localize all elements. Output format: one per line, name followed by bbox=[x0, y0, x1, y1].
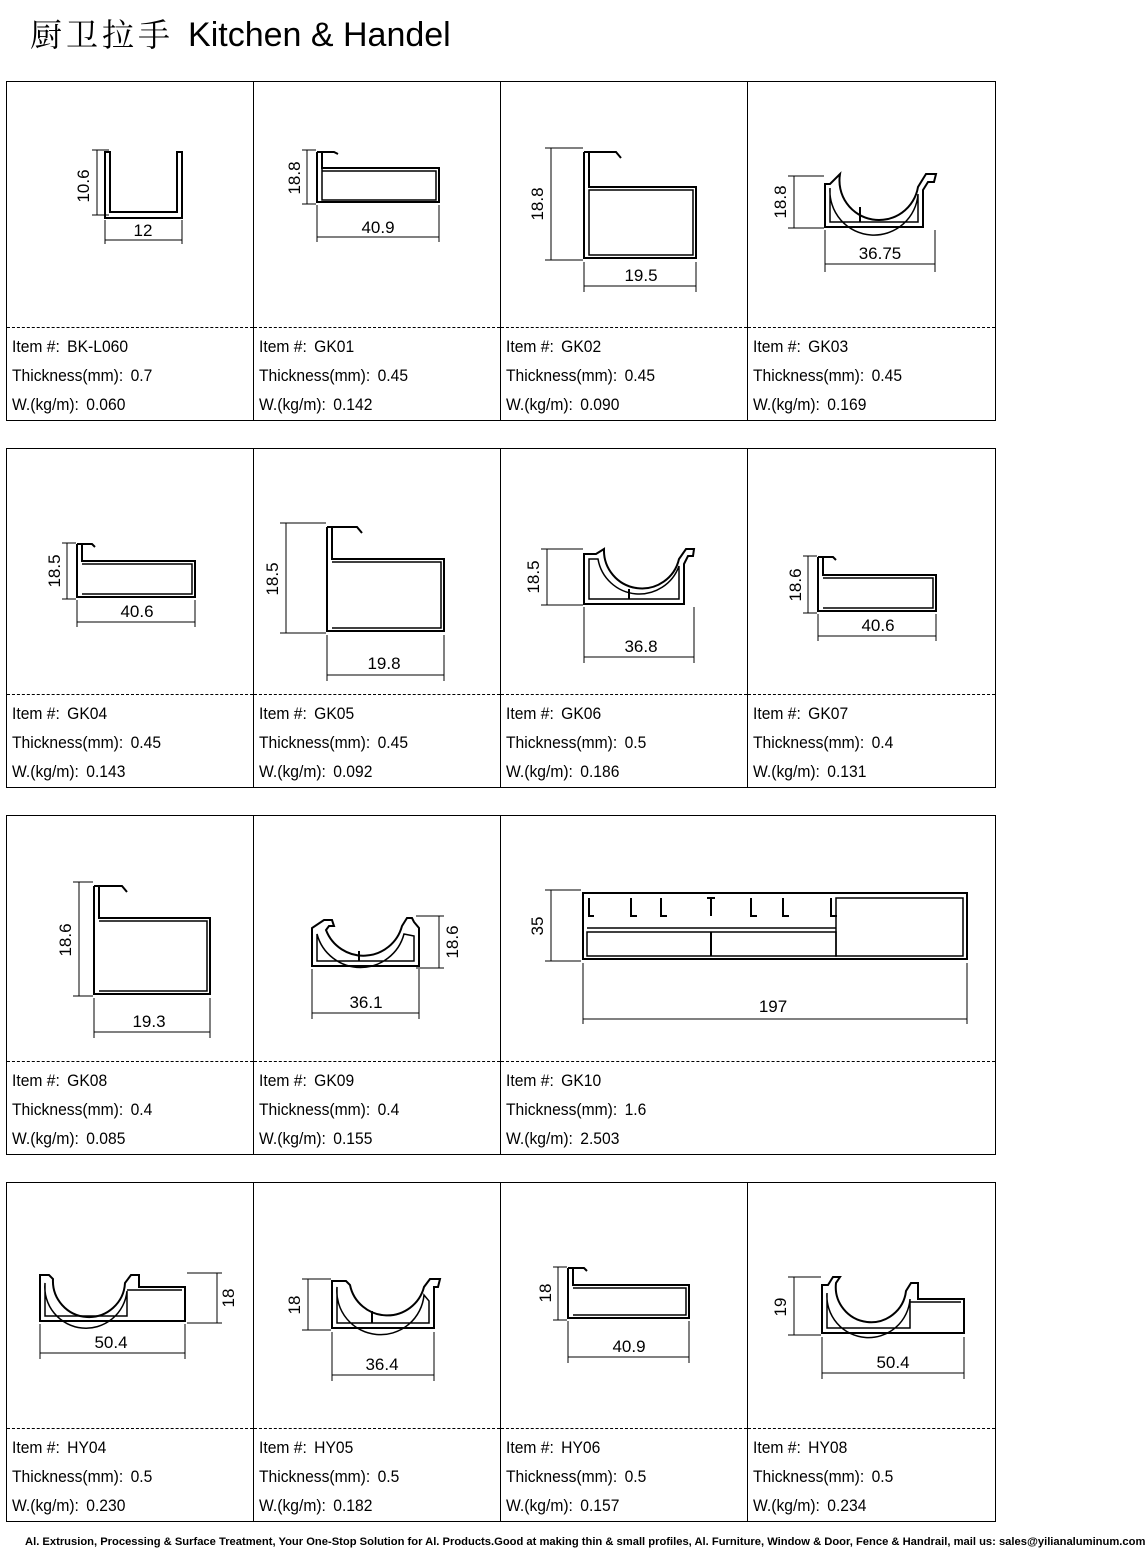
dim-width: 40.6 bbox=[861, 616, 895, 635]
item-info: Item #: GK02 Thickness(mm): 0.45 W.(kg/m): 0.090 bbox=[506, 337, 656, 414]
dim-height: 19 bbox=[771, 1297, 790, 1317]
page-title bbox=[30, 10, 451, 56]
item-thickness: 0.7 bbox=[130, 366, 153, 385]
profile-drawing bbox=[254, 82, 501, 327]
item-info: Item #: HY05 Thickness(mm): 0.5 W.(kg/m): 0.182 bbox=[259, 1438, 400, 1515]
item-thickness: 0.5 bbox=[871, 1467, 894, 1486]
dim-width: 40.9 bbox=[612, 1337, 646, 1356]
item-info: Item #: GK04 Thickness(mm): 0.45 W.(kg/m): 0.143 bbox=[12, 704, 162, 781]
profile-drawing bbox=[254, 1183, 501, 1428]
item-id: GK05 bbox=[314, 704, 355, 723]
dim-height: 18.5 bbox=[524, 560, 543, 594]
item-thickness: 0.4 bbox=[377, 1100, 400, 1119]
dim-width: 19.3 bbox=[132, 1012, 166, 1031]
profile-cell-hy06 bbox=[501, 1183, 748, 1521]
item-info: Item #: HY06 Thickness(mm): 0.5 W.(kg/m): 0.157 bbox=[506, 1438, 647, 1515]
item-weight: 0.092 bbox=[333, 762, 373, 781]
dim-width: 40.9 bbox=[361, 218, 395, 237]
item-thickness: 1.6 bbox=[624, 1100, 647, 1119]
profile-drawing bbox=[7, 816, 254, 1061]
item-thickness: 0.45 bbox=[624, 366, 656, 385]
item-info: Item #: HY08 Thickness(mm): 0.5 W.(kg/m): 0.234 bbox=[753, 1438, 894, 1515]
dim-width: 36.75 bbox=[858, 244, 902, 263]
item-id: BK-L060 bbox=[67, 337, 129, 356]
item-info: Item #: GK05 Thickness(mm): 0.45 W.(kg/m): 0.092 bbox=[259, 704, 409, 781]
item-thickness: 0.5 bbox=[624, 733, 647, 752]
item-weight: 2.503 bbox=[580, 1129, 620, 1148]
dim-height: 18.8 bbox=[285, 161, 304, 195]
item-id: HY08 bbox=[808, 1438, 848, 1457]
dim-width: 36.8 bbox=[624, 637, 658, 656]
dim-width: 12 bbox=[133, 221, 153, 240]
profile-drawing bbox=[501, 1183, 748, 1428]
item-info: Item #: GK03 Thickness(mm): 0.45 W.(kg/m): 0.169 bbox=[753, 337, 903, 414]
profile-cell-gk04 bbox=[7, 449, 254, 787]
item-weight: 0.131 bbox=[827, 762, 867, 781]
dim-height: 18 bbox=[285, 1295, 304, 1315]
dim-width: 50.4 bbox=[876, 1353, 910, 1372]
dim-height: 35 bbox=[528, 916, 547, 936]
item-weight: 0.090 bbox=[580, 395, 620, 414]
dim-width: 19.8 bbox=[367, 654, 401, 673]
profile-cell-gk10 bbox=[501, 816, 995, 1154]
item-info: Item #: GK07 Thickness(mm): 0.4 W.(kg/m): 0.131 bbox=[753, 704, 894, 781]
profile-section-3 bbox=[6, 815, 996, 1155]
item-weight: 0.182 bbox=[333, 1496, 373, 1515]
profile-cell-gk09 bbox=[254, 816, 501, 1154]
item-thickness: 0.45 bbox=[871, 366, 903, 385]
item-id: GK04 bbox=[67, 704, 108, 723]
title-english: Kitchen & Handel bbox=[188, 16, 451, 54]
profile-section-4 bbox=[6, 1182, 996, 1522]
item-id: HY04 bbox=[67, 1438, 107, 1457]
dim-width: 36.4 bbox=[365, 1355, 399, 1374]
item-thickness: 0.4 bbox=[871, 733, 894, 752]
profile-drawing bbox=[254, 816, 501, 1061]
dim-width: 50.4 bbox=[94, 1333, 128, 1352]
item-info: Item #: GK08 Thickness(mm): 0.4 W.(kg/m): 0.085 bbox=[12, 1071, 153, 1148]
item-thickness: 0.45 bbox=[130, 733, 162, 752]
profile-cell-gk02 bbox=[501, 82, 748, 420]
item-id: GK03 bbox=[808, 337, 849, 356]
profile-drawing bbox=[748, 1183, 995, 1428]
profile-cell-gk07 bbox=[748, 449, 995, 787]
item-weight: 0.143 bbox=[86, 762, 126, 781]
item-thickness: 0.45 bbox=[377, 366, 409, 385]
item-id: HY05 bbox=[314, 1438, 354, 1457]
item-thickness: 0.5 bbox=[377, 1467, 400, 1486]
item-thickness: 0.5 bbox=[130, 1467, 153, 1486]
item-weight: 0.157 bbox=[580, 1496, 620, 1515]
item-weight: 0.085 bbox=[86, 1129, 126, 1148]
profile-drawing bbox=[7, 1183, 254, 1428]
profile-cell-gk06 bbox=[501, 449, 748, 787]
item-weight: 0.060 bbox=[86, 395, 126, 414]
dim-width: 197 bbox=[758, 997, 788, 1016]
profile-drawing bbox=[7, 82, 254, 327]
item-id: GK10 bbox=[561, 1071, 602, 1090]
dim-height: 18 bbox=[536, 1283, 555, 1303]
profile-drawing bbox=[254, 449, 501, 694]
profile-section-2 bbox=[6, 448, 996, 788]
dim-width: 19.5 bbox=[624, 266, 658, 285]
item-info: Item #: GK09 Thickness(mm): 0.4 W.(kg/m): 0.155 bbox=[259, 1071, 400, 1148]
profile-drawing bbox=[748, 82, 995, 327]
item-info: Item #: GK06 Thickness(mm): 0.5 W.(kg/m): 0.186 bbox=[506, 704, 647, 781]
item-id: GK07 bbox=[808, 704, 849, 723]
profile-cell-bk-l060 bbox=[7, 82, 254, 420]
item-id: GK08 bbox=[67, 1071, 108, 1090]
dim-height: 18 bbox=[219, 1288, 238, 1308]
dim-width: 40.6 bbox=[120, 602, 154, 621]
item-info: Item #: GK10 Thickness(mm): 1.6 W.(kg/m): 2.503 bbox=[506, 1071, 647, 1148]
item-info: Item #: BK-L060 Thickness(mm): 0.7 W.(kg/m): 0.060 bbox=[12, 337, 153, 414]
item-info: Item #: GK01 Thickness(mm): 0.45 W.(kg/m): 0.142 bbox=[259, 337, 409, 414]
item-id: HY06 bbox=[561, 1438, 601, 1457]
dim-height: 18.8 bbox=[771, 185, 790, 219]
item-thickness: 0.5 bbox=[624, 1467, 647, 1486]
item-weight: 0.186 bbox=[580, 762, 620, 781]
profile-drawing bbox=[748, 449, 995, 694]
item-id: GK09 bbox=[314, 1071, 355, 1090]
dim-width: 36.1 bbox=[349, 993, 383, 1012]
dim-height: 18.6 bbox=[786, 568, 805, 602]
profile-cell-gk01 bbox=[254, 82, 501, 420]
profile-drawing bbox=[501, 816, 995, 1061]
item-weight: 0.230 bbox=[86, 1496, 126, 1515]
profile-drawing bbox=[7, 449, 254, 694]
item-id: GK06 bbox=[561, 704, 602, 723]
item-info: Item #: HY04 Thickness(mm): 0.5 W.(kg/m): 0.230 bbox=[12, 1438, 153, 1515]
dim-height: 10.6 bbox=[74, 169, 93, 203]
dim-height: 18.5 bbox=[263, 562, 282, 596]
item-weight: 0.155 bbox=[333, 1129, 373, 1148]
profile-cell-hy08 bbox=[748, 1183, 995, 1521]
profile-cell-gk03 bbox=[748, 82, 995, 420]
dim-height: 18.5 bbox=[45, 554, 64, 588]
profile-section-1 bbox=[6, 81, 996, 421]
profile-drawing bbox=[501, 449, 748, 694]
profile-cell-hy04 bbox=[7, 1183, 254, 1521]
item-thickness: 0.45 bbox=[377, 733, 409, 752]
dim-height: 18.6 bbox=[56, 923, 75, 957]
profile-cell-hy05 bbox=[254, 1183, 501, 1521]
profile-drawing bbox=[501, 82, 748, 327]
profile-cell-gk05 bbox=[254, 449, 501, 787]
item-id: GK02 bbox=[561, 337, 602, 356]
footer-text: Al. Extrusion, Processing & Surface Treatment, Your One-Stop Solution for Al. Products.Good at making thin & small profiles, Al. Furniture, Window & Door, Fence & Handrail, mail us: sales@yilianaluminum.com bbox=[25, 1536, 1145, 1548]
dim-height: 18.6 bbox=[443, 925, 462, 959]
item-thickness: 0.4 bbox=[130, 1100, 153, 1119]
item-id: GK01 bbox=[314, 337, 355, 356]
item-weight: 0.169 bbox=[827, 395, 867, 414]
profile-cell-gk08 bbox=[7, 816, 254, 1154]
item-weight: 0.234 bbox=[827, 1496, 867, 1515]
title-chinese: 厨卫拉手 bbox=[30, 16, 175, 54]
item-weight: 0.142 bbox=[333, 395, 373, 414]
dim-height: 18.8 bbox=[528, 187, 547, 221]
